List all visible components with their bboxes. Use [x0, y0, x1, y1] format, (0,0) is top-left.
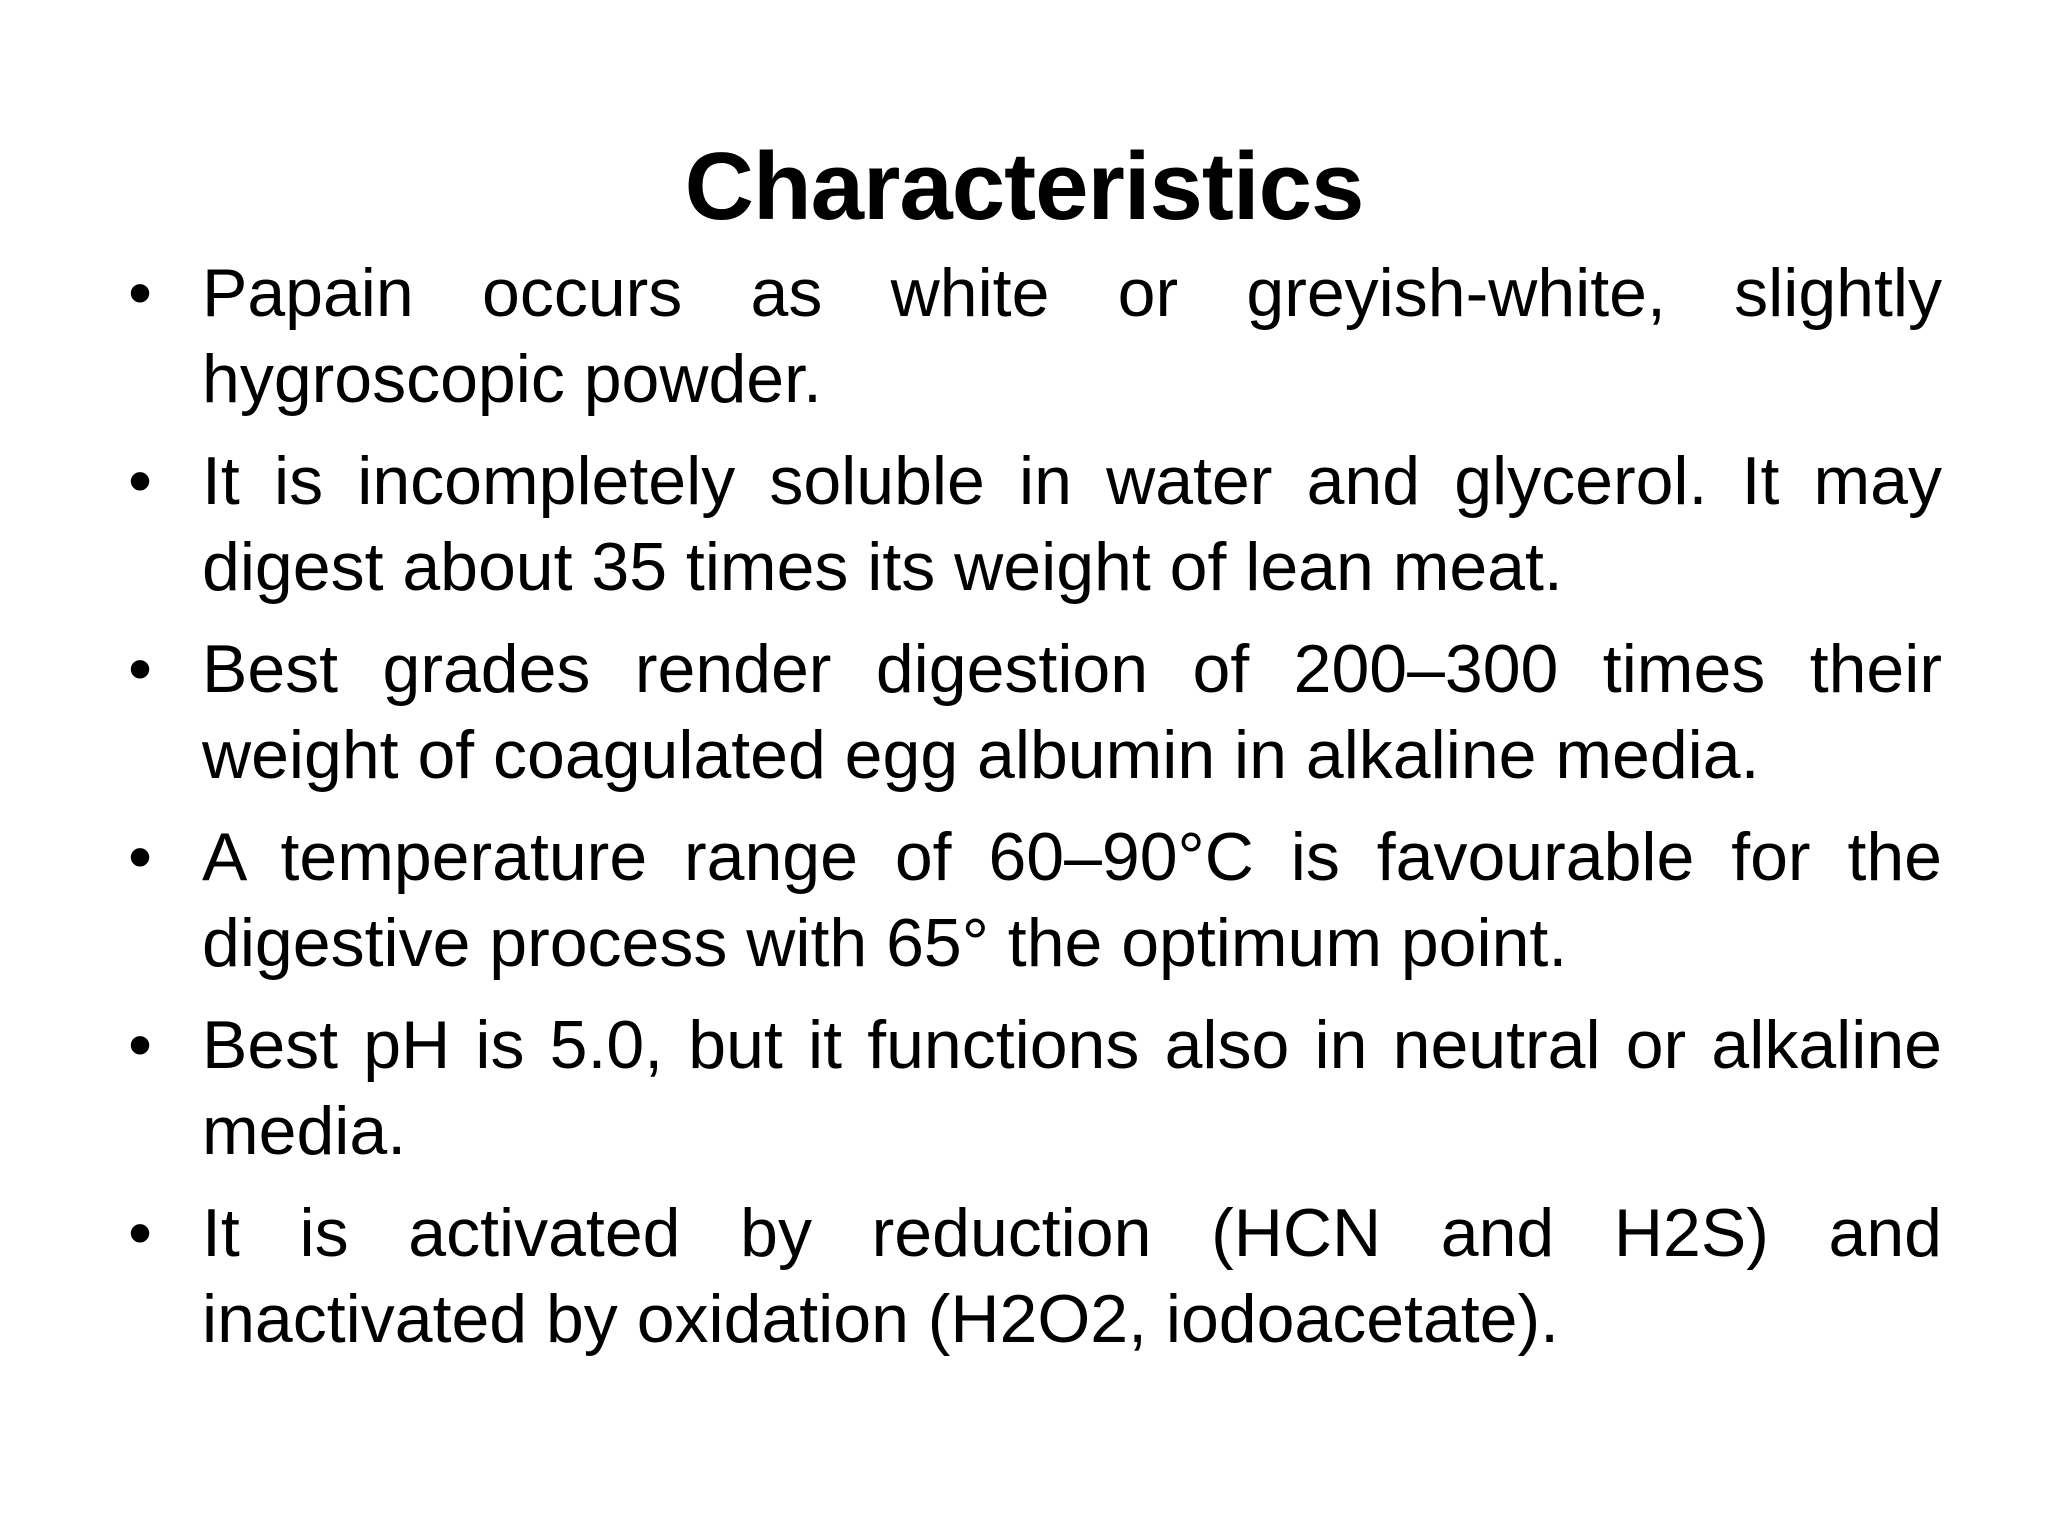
bullet-item: [128, 814, 1942, 986]
bullet-item: [128, 438, 1942, 610]
bullet-text: Best grades render digestion of 200–300 times their weight of coagulated egg albumin in alkaline media.: [202, 631, 1942, 793]
bullet-text: Best pH is 5.0, but it functions also in neutral or alkaline media.: [202, 1007, 1942, 1169]
bullet-text: Papain occurs as white or greyish-white, slightly hygroscopic powder.: [202, 255, 1942, 417]
bullet-item: [128, 1002, 1942, 1174]
bullet-text: A temperature range of 60–90°C is favourable for the digestive process with 65° the optimum point.: [202, 819, 1942, 981]
bullet-list: [0, 250, 2048, 1378]
bullet-icon: •: [128, 1007, 152, 1083]
bullet-icon: •: [128, 255, 152, 331]
bullet-item: [128, 1190, 1942, 1362]
bullet-icon: •: [128, 1195, 152, 1271]
bullet-text: It is incompletely soluble in water and glycerol. It may digest about 35 times its weight of lean meat.: [202, 443, 1942, 605]
slide-title: Characteristics: [684, 133, 1364, 241]
bullet-icon: •: [128, 631, 152, 707]
bullet-item: [128, 250, 1942, 422]
bullet-icon: •: [128, 443, 152, 519]
bullet-text: It is activated by reduction (HCN and H2S) and inactivated by oxidation (H2O2, iodoacetate).: [202, 1195, 1942, 1357]
bullet-icon: •: [128, 819, 152, 895]
bullet-item: [128, 626, 1942, 798]
